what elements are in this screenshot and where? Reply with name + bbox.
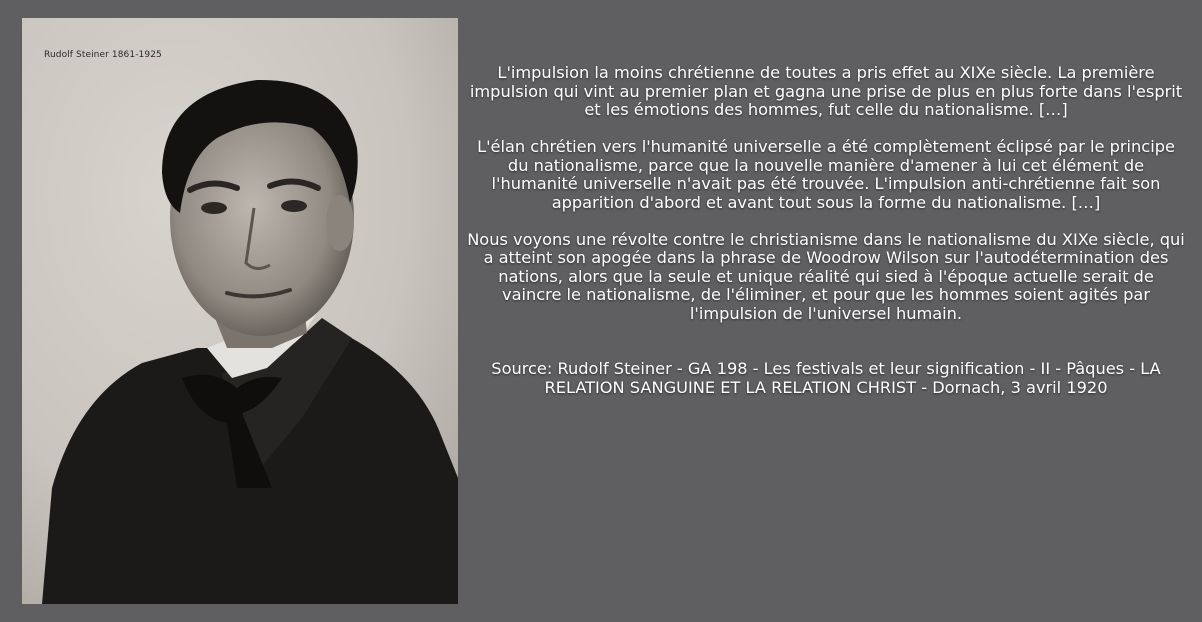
quote-source: Source: Rudolf Steiner - GA 198 - Les festivals et leur signification - II - Pâques - LA RELATION SANGUINE ET LA RELATION CHRIST - Dornach, 3 avril 1920 bbox=[491, 359, 1161, 397]
portrait-photo bbox=[22, 18, 458, 604]
portrait-illustration bbox=[22, 18, 458, 604]
quote-text bbox=[466, 64, 1186, 416]
quote-paragraph-3: Nous voyons une révolte contre le christianisme dans le nationalisme du XIXe siècle, qui a atteint son apogée dans la phrase de Woodrow Wilson sur l'autodétermination des nations, alors que la seule et unique réalité qui sied à l'époque actuelle serait de vaincre le nationalisme, de l'éliminer, et pour que les hommes soient agités par l'impulsion de l'universel humain. bbox=[467, 229, 1185, 323]
quote-paragraph-2: L'élan chrétien vers l'humanité universelle a été complètement éclipsé par le principe du nationalisme, parce que la nouvelle manière d'amener à lui cet élément de l'humanité universelle n'avait pas été trouvée. L'impulsion anti-chrétienne fait son apparition d'abord et avant tout sous la forme du nationalisme. […] bbox=[477, 137, 1175, 212]
quote-paragraph-1: L'impulsion la moins chrétienne de toutes a pris effet au XIXe siècle. La première impulsion qui vint au premier plan et gagna une prise de plus en plus forte dans l'esprit et les émotions des hommes, fut celle du nationalisme. […] bbox=[469, 63, 1183, 119]
photo-caption: Rudolf Steiner 1861-1925 bbox=[44, 50, 162, 60]
